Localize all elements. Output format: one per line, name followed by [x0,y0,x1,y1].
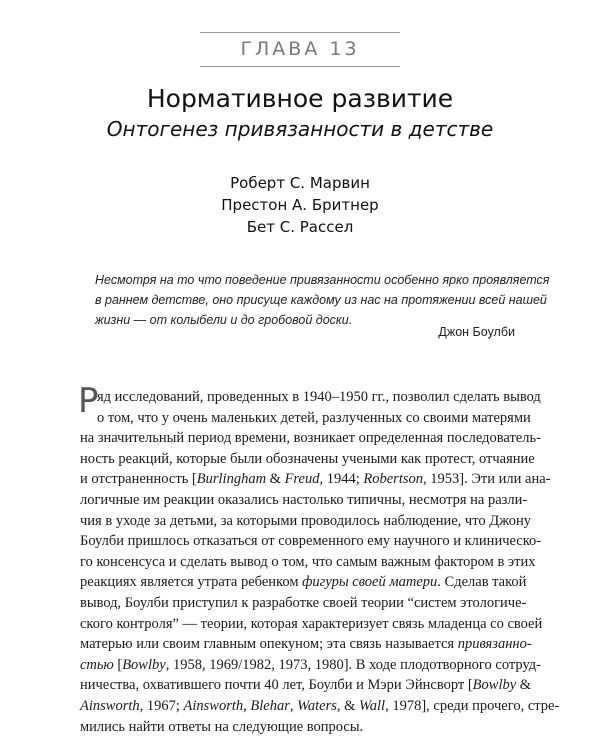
italic-span: привязанно- [457,636,532,653]
epigraph-line: жизни — от колыбели и до гробовой доски. [95,313,353,327]
body-line: и отстраненность [Burlingham & Freud, 1944; Robertson, 1953]. Эти или ана- [80,471,551,488]
authors-block [0,172,600,238]
chapter-title: Нормативное развитие [146,84,454,113]
body-line: Боулби пришлось отказаться от современного ему научного и клиническо- [80,533,542,550]
italic-span: Waters [297,697,337,714]
italic-span: Freud [284,471,320,488]
italic-span: Wall [359,697,386,714]
author-name: Престон А. Бритнер [221,196,379,214]
body-line: матерью или своим главным опекуном; эта связь называется привязанно- [80,636,532,653]
drop-cap: Р [78,381,99,421]
epigraph [95,270,550,330]
epigraph-author: Джон Боулби [438,325,515,339]
epigraph-line: Несмотря на то что поведение привязанности особенно ярко проявляется [95,273,550,287]
author-name: Роберт С. Марвин [230,174,370,192]
author-name: Бет С. Рассел [246,218,354,236]
body-line: чия в уходе за детьми, за которыми проводилось наблюдение, что Джону [80,512,532,529]
body-line: реакциях является утрата ребенком фигуры своей матери. Сделав такой [80,574,527,591]
body-line: логичные им реакции оказались настолько типичны, несмотря на разли- [80,491,528,508]
body-line: ского контроля” — теории, которая характеризует связь младенца со своей [80,615,543,632]
italic-span: Burlingham [196,471,267,488]
chapter-subtitle: Онтогенез привязанности в детстве [106,117,494,141]
italic-span: Ainsworth [183,697,244,714]
italic-span: Robertson [363,471,423,488]
body-line: го консенсуса и сделать вывод о том, что самым важным фактором в этих [80,553,536,570]
italic-span: Bowlby [122,656,166,673]
italic-span: Ainsworth [80,697,140,714]
body-line: мились найти ответы на следующие вопросы. [80,718,364,735]
body-line: яд исследований, проведенных в 1940–1950 гг., позволил сделать вывод [97,389,541,405]
chapter-rule-bottom [200,66,400,67]
italic-span: стью [80,656,114,673]
body-paragraph [80,387,560,737]
italic-span: Blehar [250,697,290,714]
italic-span: Bowlby [472,677,517,694]
body-line: Ainsworth, 1967; Ainsworth, Blehar, Waters, & Wall, 1978], среди прочего, стре- [80,697,560,714]
chapter-rule-top [200,32,400,33]
body-line: стью [Bowlby, 1958, 1969/1982, 1973, 1980]. В ходе плодотворного сотруд- [80,656,542,673]
body-line: о том, что у очень маленьких детей, разлученных со своими матерями [97,409,531,426]
chapter-label: ГЛАВА 13 [240,38,360,60]
italic-span: фигуры своей матери [302,574,438,591]
body-line: ничества, охватившего почти 40 лет, Боулби и Мэри Эйнсворт [Bowlby & [80,677,532,694]
body-line: на значительный период времени, возникает определенная последователь- [80,430,541,447]
body-line: вывод, Боулби приступил к разработке своей теории “систем этологиче- [80,594,527,611]
body-line: ность реакций, которые были обозначены учеными как протест, отчаяние [80,450,535,467]
epigraph-line: в раннем детстве, оно присуще каждому из нас на протяжении всей нашей [95,293,547,307]
